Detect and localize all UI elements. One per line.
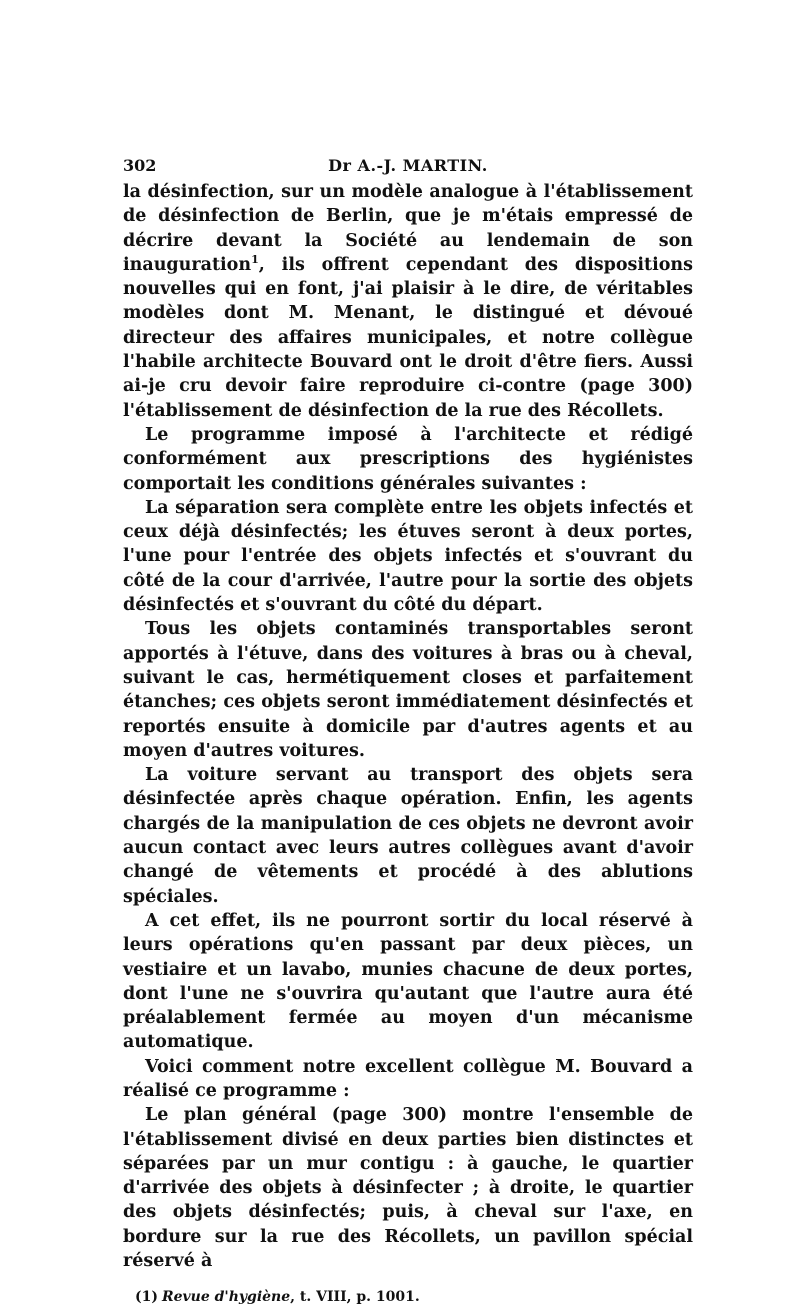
footnote-reference: 1 bbox=[251, 253, 259, 267]
paragraph bbox=[123, 180, 693, 423]
paragraph: Le plan général (page 300) montre l'ensemble de l'établissement divisé en deux parties bien distinctes et séparées par un mur contigu : à gauche, le quartier d'arrivée des objets à désinfecter ; à droite, le quartier des objets désinfectés; puis, à cheval sur l'axe, en bordure sur la rue des Récollets, un pavillon spécial réservé à bbox=[123, 1105, 693, 1272]
footnote bbox=[135, 1287, 693, 1307]
footnote-journal: Revue d'hygiène bbox=[162, 1289, 291, 1306]
footnote-reference-text: , t. VIII, p. 1001. bbox=[290, 1289, 420, 1306]
paragraph-text: , ils offrent cependant des dispositions nouvelles qui en font, j'ai plaisir à le dire, de véritables modèles dont M. Menant, le distingué et dévoué directeur des affaires municipales, et notre collègue l'habile architecte Bouvard ont le droit d'être fiers. Aussi ai-je cru devoir faire reproduire ci-contre (page 300) l'établissement de désinfection de la rue des Récollets. bbox=[123, 254, 693, 421]
footnote-marker: (1) bbox=[135, 1289, 158, 1306]
paragraph: Le programme imposé à l'architecte et rédigé conformément aux prescriptions des hygiénistes comportait les conditions générales suivantes : bbox=[123, 424, 693, 494]
paragraph: A cet effet, ils ne pourront sortir du local réservé à leurs opérations qu'en passant par deux pièces, un vestiaire et un lavabo, munies chacune de deux portes, dont l'une ne s'ouvrira qu'autant que l'autre aura été préalablement fermée au moyen d'un mécanisme automatique. bbox=[123, 910, 693, 1053]
book-page bbox=[123, 152, 693, 1307]
page-number: 302 bbox=[123, 156, 157, 175]
paragraph-text: la désinfection, sur un modèle analogue à l'établissement de désinfection de Berlin, que je m'étais empressé de décrire devant la Société au lendemain de son inauguration bbox=[123, 182, 693, 275]
paragraph: Tous les objets contaminés transportables seront apportés à l'étuve, dans des voitures à bras ou à cheval, suivant le cas, hermétiquement closes et parfaitement étanches; ces objets seront immédiatement désinfectés et reportés ensuite à domicile par d'autres agents et au moyen d'autres voitures. bbox=[123, 619, 693, 761]
paragraph: Voici comment notre excellent collègue M. Bouvard a réalisé ce programme : bbox=[123, 1056, 693, 1101]
paragraph: La voiture servant au transport des objets sera désinfectée après chaque opération. Enfin, les agents chargés de la manipulation de ces objets ne devront avoir aucun contact avec leurs autres collègues avant d'avoir changé de vêtements et procédé à des ablutions spéciales. bbox=[123, 765, 693, 907]
running-head bbox=[123, 152, 693, 178]
author-header: Dr A.-J. MARTIN. bbox=[328, 156, 488, 175]
body-text bbox=[123, 180, 693, 1273]
paragraph: La séparation sera complète entre les objets infectés et ceux déjà désinfectés; les étuves seront à deux portes, l'une pour l'entrée des objets infectés et s'ouvrant du côté de la cour d'arrivée, l'autre pour la sortie des objets désinfectés et s'ouvrant du côté du départ. bbox=[123, 497, 693, 616]
